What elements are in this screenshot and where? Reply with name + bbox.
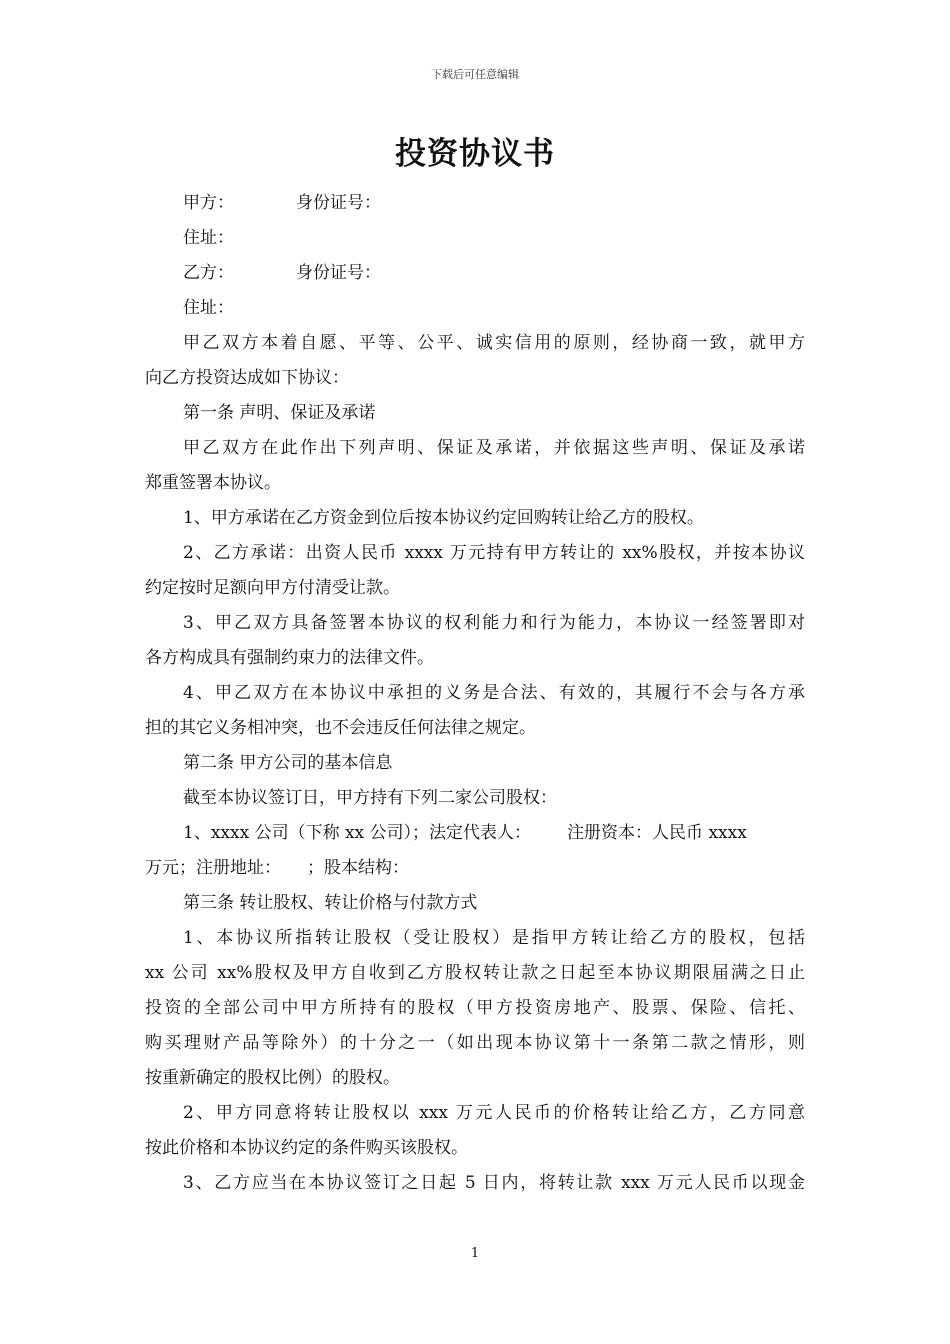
- article-2-heading: 第二条 甲方公司的基本信息: [183, 753, 393, 773]
- intro-paragraph-line: 甲乙双方本着自愿、平等、公平、诚实信用的原则，经协商一致，就甲方: [183, 333, 805, 353]
- document-title: 投资协议书: [395, 136, 555, 172]
- party-a-id-label: 身份证号：: [296, 193, 381, 213]
- registered-capital-text: 注册资本：人民币 xxxx: [567, 823, 747, 843]
- registered-address-text: 万元；注册地址：: [145, 858, 281, 878]
- party-a-address: 住址：: [183, 228, 234, 248]
- paragraph-line: 1、本协议所指转让股权（受让股权）是指甲方转让给乙方的股权，包括: [183, 928, 805, 948]
- company-name-text: 1、xxxx 公司（下称 xx 公司）；法定代表人：: [183, 823, 532, 843]
- share-structure-text: ；股本结构：: [307, 858, 409, 878]
- page-header: 下载后可任意编辑: [431, 68, 519, 81]
- paragraph-line: 投资的全部公司中甲方所持有的股权（甲方投资房地产、股票、保险、信托、: [145, 998, 805, 1018]
- paragraph-line: 担的其它义务相冲突，也不会违反任何法律之规定。: [145, 718, 536, 738]
- party-b-line: [145, 256, 805, 291]
- paragraph-line: 郑重签署本协议。: [145, 473, 281, 493]
- paragraph-line: 2、甲方同意将转让股权以 xxx 万元人民币的价格转让给乙方，乙方同意: [183, 1103, 805, 1123]
- document-body: [145, 186, 805, 1201]
- paragraph-line: 购买理财产品等除外）的十分之一（如出现本协议第十一条第二款之情形，则: [145, 1033, 805, 1053]
- party-b-label: 乙方：: [183, 263, 234, 283]
- paragraph-line: 1、甲方承诺在乙方资金到位后按本协议约定回购转让给乙方的股权。: [183, 508, 704, 528]
- article-3-heading: 第三条 转让股权、转让价格与付款方式: [183, 893, 478, 913]
- paragraph-line: 3、甲乙双方具备签署本协议的权利能力和行为能力，本协议一经签署即对: [183, 613, 805, 633]
- paragraph-line: 2、乙方承诺：出资人民币 xxxx 万元持有甲方转让的 xx%股权，并按本协议: [183, 543, 805, 563]
- paragraph-line: 截至本协议签订日，甲方持有下列二家公司股权：: [183, 788, 557, 808]
- party-b-id-label: 身份证号：: [296, 263, 381, 283]
- paragraph-line: 约定按时足额向甲方付清受让款。: [145, 578, 400, 598]
- paragraph-line: 各方构成具有强制约束力的法律文件。: [145, 648, 434, 668]
- party-b-address: 住址：: [183, 298, 234, 318]
- paragraph-line: xx 公司 xx%股权及甲方自收到乙方股权转让款之日起至本协议期限届满之日止: [145, 963, 805, 983]
- paragraph-line: 甲乙双方在此作出下列声明、保证及承诺，并依据这些声明、保证及承诺: [183, 438, 805, 458]
- intro-paragraph-line: 向乙方投资达成如下协议：: [145, 368, 349, 388]
- paragraph-line: 3、乙方应当在本协议签订之日起 5 日内，将转让款 xxx 万元人民币以现金: [183, 1173, 805, 1193]
- company-info-line: [145, 851, 805, 886]
- party-a-line: [145, 186, 805, 221]
- article-1-heading: 第一条 声明、保证及承诺: [183, 403, 376, 423]
- party-a-label: 甲方：: [183, 193, 234, 213]
- paragraph-line: 4、甲乙双方在本协议中承担的义务是合法、有效的，其履行不会与各方承: [183, 683, 805, 703]
- company-info-line: [145, 816, 805, 851]
- paragraph-line: 按此价格和本协议约定的条件购买该股权。: [145, 1138, 468, 1158]
- paragraph-line: 按重新确定的股权比例）的股权。: [145, 1068, 400, 1088]
- page-number: 1: [470, 1246, 480, 1261]
